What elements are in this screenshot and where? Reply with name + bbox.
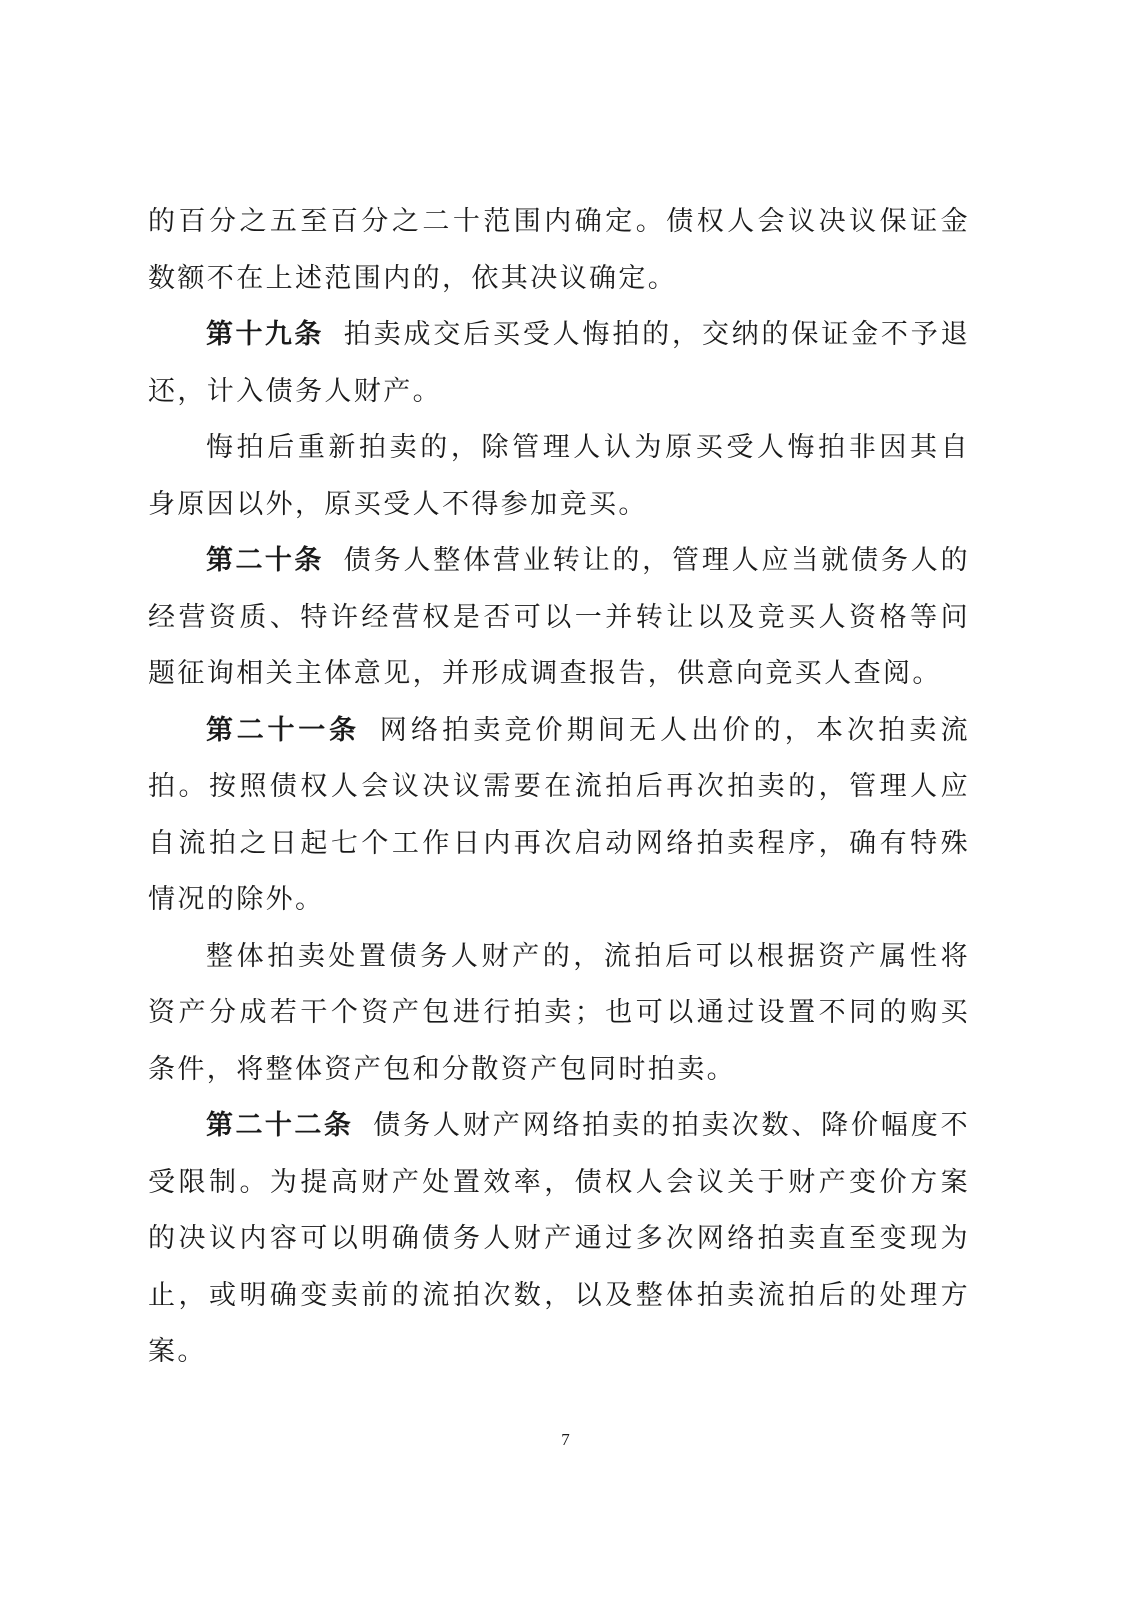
paragraph-text: 债务人整体营业转让的，管理人应当就债务人的经营资质、特许经营权是否可以一并转让以及竞买人资格等问题征询相关主体意见，并形成调查报告，供意向竞买人查阅。 [148, 545, 970, 689]
article-title: 第二十一条 [206, 714, 360, 746]
paragraph-article-21 [148, 703, 970, 929]
paragraph-text: 的百分之五至百分之二十范围内确定。债权人会议决议保证金数额不在上述范围内的，依其决议确定。 [148, 206, 970, 294]
article-title: 第二十二条 [206, 1110, 354, 1141]
article-title: 第十九条 [206, 319, 324, 350]
paragraph-text: 网络拍卖竞价期间无人出价的，本次拍卖流拍。按照债权人会议决议需要在流拍后再次拍卖的，管理人应自流拍之日起七个工作日内再次启动网络拍卖程序，确有特殊情况的除外。 [148, 714, 970, 915]
page-number: 7 [561, 1430, 570, 1449]
article-title: 第二十条 [206, 545, 324, 576]
paragraph-text: 债务人财产网络拍卖的拍卖次数、降价幅度不受限制。为提高财产处置效率，债权人会议关于财产变价方案的决议内容可以明确债务人财产通过多次网络拍卖直至变现为止，或明确变卖前的流拍次数，以及整体拍卖流拍后的处理方案。 [148, 1110, 971, 1367]
document-body [148, 194, 970, 1381]
paragraph-1 [148, 194, 970, 307]
paragraph-text: 整体拍卖处置债务人财产的，流拍后可以根据资产属性将资产分成若干个资产包进行拍卖；也可以通过设置不同的购买条件，将整体资产包和分散资产包同时拍卖。 [148, 940, 970, 1085]
paragraph-text: 悔拍后重新拍卖的，除管理人认为原买受人悔拍非因其自身原因以外，原买受人不得参加竞买。 [148, 432, 970, 520]
paragraph-article-19 [148, 307, 970, 420]
paragraph-3 [148, 420, 970, 533]
paragraph-6 [148, 929, 970, 1099]
paragraph-article-22 [148, 1098, 970, 1381]
paragraph-text: 拍卖成交后买受人悔拍的，交纳的保证金不予退还，计入债务人财产。 [148, 319, 970, 407]
paragraph-article-20 [148, 533, 970, 703]
